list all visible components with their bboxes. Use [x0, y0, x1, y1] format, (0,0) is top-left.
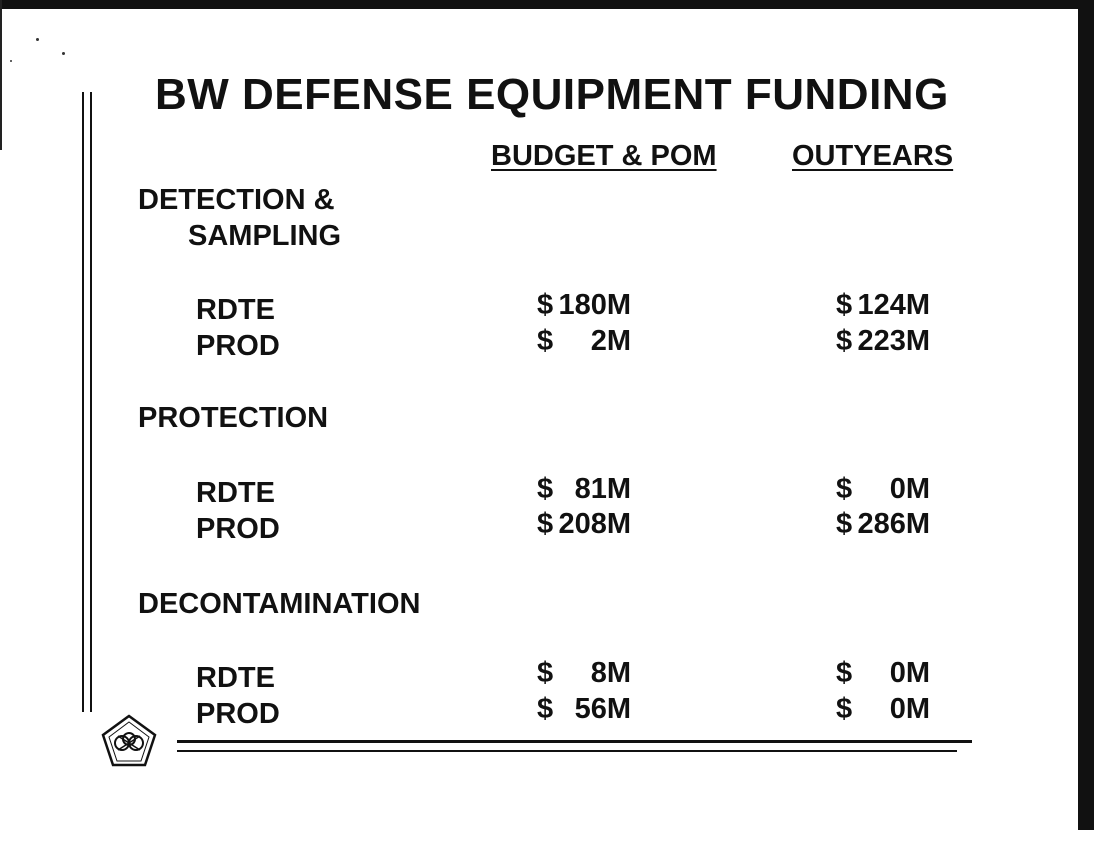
- row-label-prod: PROD: [196, 513, 280, 545]
- row-label-rdte: RDTE: [196, 294, 275, 326]
- scan-speck: [10, 60, 12, 62]
- category-detection-sampling: [138, 182, 341, 254]
- row-label-prod: PROD: [196, 698, 280, 730]
- footer-rule: [177, 750, 957, 752]
- category-name: DETECTION &: [138, 184, 335, 216]
- page-title: BW DEFENSE EQUIPMENT FUNDING: [155, 70, 949, 119]
- currency-symbol: $: [836, 657, 853, 689]
- currency-symbol: $: [836, 473, 853, 505]
- slide-frame-top: [0, 0, 1094, 9]
- currency-symbol: $: [836, 325, 853, 357]
- amount: 56M: [574, 693, 631, 725]
- amount: 223M: [857, 325, 930, 357]
- category-name-line2: SAMPLING: [188, 220, 342, 252]
- amount: 2M: [590, 325, 631, 357]
- category-protection: [138, 400, 328, 436]
- currency-symbol: $: [537, 289, 554, 321]
- amount: 81M: [574, 473, 631, 505]
- category-name: PROTECTION: [138, 402, 329, 434]
- currency-symbol: $: [836, 693, 853, 725]
- amount: 208M: [558, 508, 631, 540]
- currency-symbol: $: [836, 289, 853, 321]
- scan-speck: [62, 52, 65, 55]
- currency-symbol: $: [537, 473, 554, 505]
- category-name: DECONTAMINATION: [138, 588, 421, 620]
- currency-symbol: $: [537, 657, 554, 689]
- currency-symbol: $: [836, 508, 853, 540]
- category-decontamination: [138, 586, 420, 622]
- pentagon-seal-icon: [100, 714, 158, 768]
- amount: 180M: [558, 289, 631, 321]
- row-label-prod: PROD: [196, 330, 280, 362]
- margin-rule-left: [82, 92, 84, 712]
- amount: 286M: [857, 508, 930, 540]
- currency-symbol: $: [537, 693, 554, 725]
- slide-frame-right: [1078, 0, 1094, 830]
- row-label-rdte: RDTE: [196, 662, 275, 694]
- footer-rule: [177, 740, 972, 743]
- column-header-outyears: OUTYEARS: [792, 140, 954, 172]
- row-label-rdte: RDTE: [196, 477, 275, 509]
- amount: 0M: [889, 657, 930, 689]
- slide-frame-left: [0, 0, 2, 150]
- amount: 124M: [857, 289, 930, 321]
- amount: 0M: [889, 473, 930, 505]
- currency-symbol: $: [537, 325, 554, 357]
- amount: 8M: [590, 657, 631, 689]
- margin-rule-right: [90, 92, 92, 712]
- currency-symbol: $: [537, 508, 554, 540]
- amount: 0M: [889, 693, 930, 725]
- column-header-budget: BUDGET & POM: [491, 140, 717, 172]
- scan-speck: [36, 38, 39, 41]
